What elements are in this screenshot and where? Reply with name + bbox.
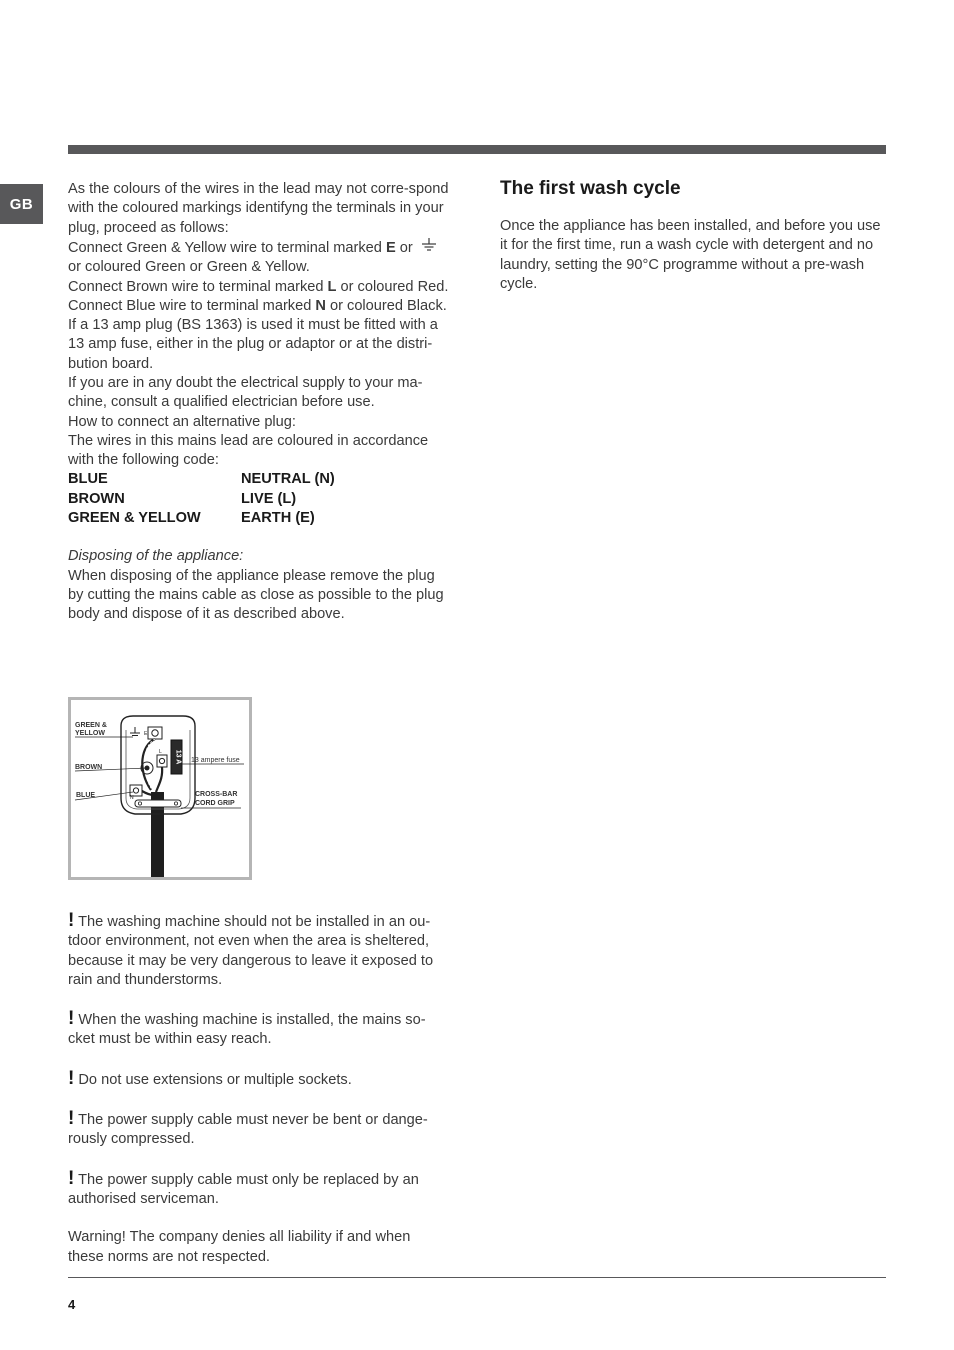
label-blue: BLUE	[76, 792, 96, 799]
warning-item: ! The washing machine should not be installed in an ou-tdoor environment, not even when the area is sheltered, because it may be very dangerous to leave it exposed to rain and thunderstorms.	[68, 910, 434, 988]
exclamation-icon: !	[68, 1167, 75, 1189]
section-title: The first wash cycle	[500, 178, 681, 199]
first-wash-text: Once the appliance has been installed, and before you use it for the first time, run a wash cycle with detergent and no laundry, setting the 90°C programme without a pre-wash cycle.	[500, 218, 881, 292]
exclamation-icon: !	[68, 910, 75, 931]
label-green: GREEN &	[75, 722, 107, 729]
exclamation-icon: !	[68, 1008, 75, 1030]
language-tab: GB	[0, 184, 43, 224]
label-yellow: YELLOW	[75, 730, 105, 737]
disposing-title: Disposing of the appliance:	[68, 548, 244, 565]
warning-item: ! The power supply cable must only be replaced by an authorised serviceman.	[68, 1167, 419, 1207]
alt-plug-heading: How to connect an alternative plug:	[68, 413, 296, 430]
warning-item: ! When the washing machine is installed, the mains so-cket must be within easy reach.	[68, 1008, 426, 1048]
wire-colour: BLUE	[68, 471, 108, 488]
top-rule	[68, 145, 886, 154]
wire-meaning: LIVE (L)	[241, 490, 297, 507]
left-column	[68, 180, 450, 625]
label-fuse: 13 ampere fuse	[191, 757, 240, 764]
exclamation-icon: !	[68, 1067, 75, 1089]
terminal-e-label: E	[385, 239, 396, 256]
final-warning: Warning! The company denies all liability if and when these norms are not respected.	[68, 1229, 411, 1265]
label-cordgrip: CORD GRIP	[195, 800, 235, 807]
terminal-n-label: N	[315, 297, 326, 314]
fuse-marking: 13 A	[174, 749, 182, 765]
exclamation-icon: !	[68, 1108, 75, 1130]
wires-intro: The wires in this mains lead are coloured in accordance with the following code:	[68, 432, 429, 469]
bottom-rule	[68, 1277, 886, 1278]
page-number: 4	[68, 1297, 76, 1312]
warning-item: ! The power supply cable must never be bent or dange-rously compressed.	[68, 1108, 428, 1148]
disposing-text: When disposing of the appliance please remove the plug by cutting the mains cable as close as possible to the plug body and dispose of it as described above.	[68, 567, 444, 623]
earth-icon	[421, 238, 437, 258]
terminal-e-marking: E	[144, 731, 148, 737]
wire-meaning: EARTH (E)	[241, 510, 315, 527]
wire-code-table	[68, 470, 450, 528]
warning-item: ! Do not use extensions or multiple sockets.	[68, 1067, 352, 1089]
right-column	[500, 178, 890, 294]
terminal-l-marking: L	[159, 749, 162, 755]
green-yellow-instruction: Connect Green & Yellow wire to terminal marked E or or coloured Green or Green & Yellow.	[68, 238, 450, 278]
brown-instruction: Connect Brown wire to terminal marked L or coloured Red.	[68, 278, 449, 295]
wire-colour: BROWN	[68, 490, 125, 507]
label-crossbar: CROSS-BAR	[195, 791, 238, 798]
fuse-paragraph: If a 13 amp plug (BS 1363) is used it must be fitted with a 13 amp fuse, either in the plug or adaptor or at the distri-bution board.	[68, 317, 438, 372]
blue-instruction: Connect Blue wire to terminal marked N or coloured Black.	[68, 297, 447, 314]
intro-paragraph: As the colours of the wires in the lead may not corre-spond with the coloured markings identifyng the terminals in your plug, proceed as follows:	[68, 181, 449, 236]
label-brown: BROWN	[75, 764, 103, 771]
plug-wiring-diagram	[68, 697, 252, 880]
wire-meaning: NEUTRAL (N)	[241, 471, 335, 488]
terminal-n-marking: N	[130, 795, 134, 801]
doubt-paragraph: If you are in any doubt the electrical supply to your ma-chine, consult a qualified electrician before use.	[68, 374, 423, 411]
wire-colour: GREEN & YELLOW	[68, 510, 201, 527]
terminal-l-label: L	[327, 278, 337, 295]
warnings-section	[68, 911, 446, 1286]
